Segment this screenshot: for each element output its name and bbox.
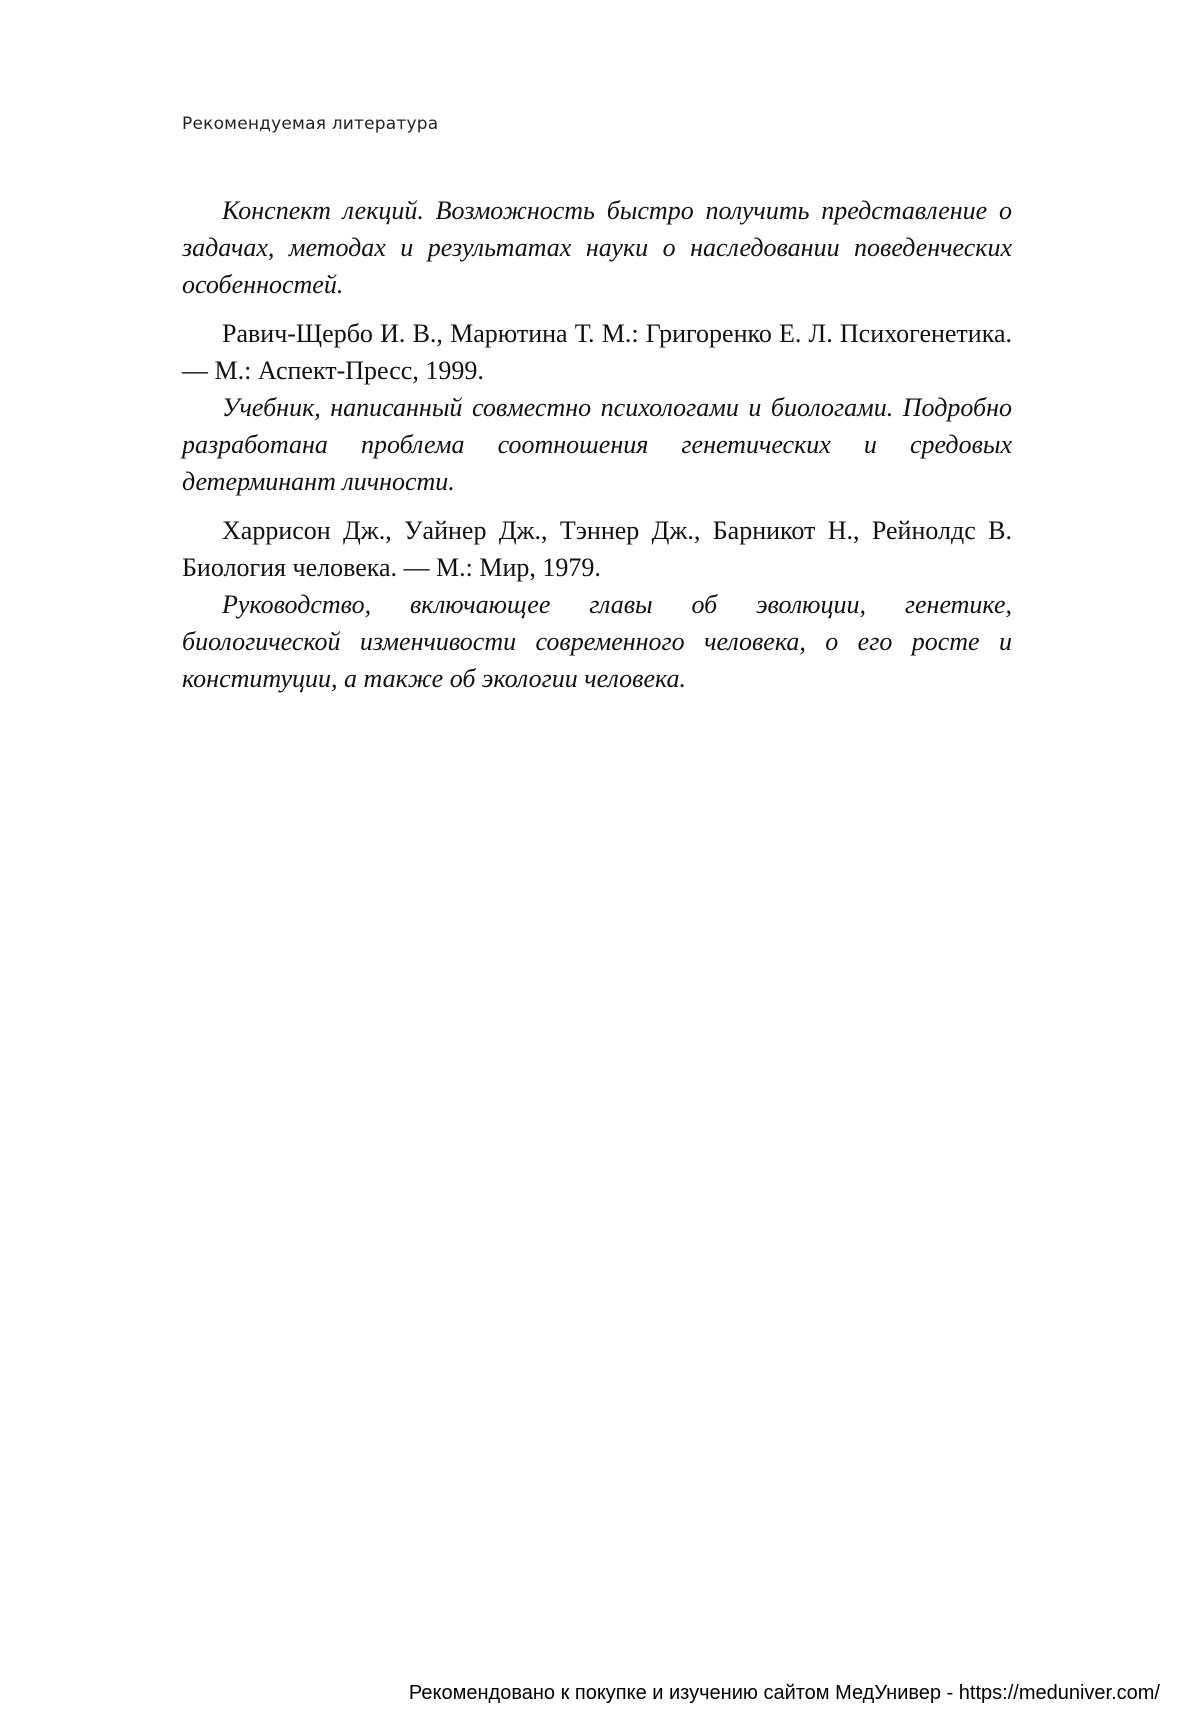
reference-annotation: Учебник, написанный совместно психологами и биологами. Подробно разработана проблема соотношения генетических и средовых детерминант личности. <box>182 393 1012 496</box>
reference-citation: Харрисон Дж., Уайнер Дж., Тэннер Дж., Барникот Н., Рейнолдс В. Биология человека. — М.: Мир, 1979. <box>182 516 1012 582</box>
reference-list <box>182 192 1012 709</box>
reference-annotation: Конспект лекций. Возможность быстро получить представление о задачах, методах и результатах науки о наследовании поведенческих особенностей. <box>182 196 1012 299</box>
reference-entry <box>182 315 1012 500</box>
reference-entry <box>182 512 1012 697</box>
reference-annotation: Руководство, включающее главы об эволюции, генетике, биологической изменчивости современного человека, о его росте и конституции, а также об экологии человека. <box>182 590 1012 693</box>
footer-recommendation-note: Рекомендовано к покупке и изучению сайтом МедУнивер - https://meduniver.com/ <box>408 1682 1160 1704</box>
reference-citation: Равич-Щербо И. В., Марютина Т. М.: Григоренко Е. Л. Психогенетика. — М.: Аспект-Пресс, 1999. <box>182 319 1012 385</box>
reference-entry <box>182 192 1012 303</box>
running-header: Рекомендуемая литература <box>182 114 439 134</box>
